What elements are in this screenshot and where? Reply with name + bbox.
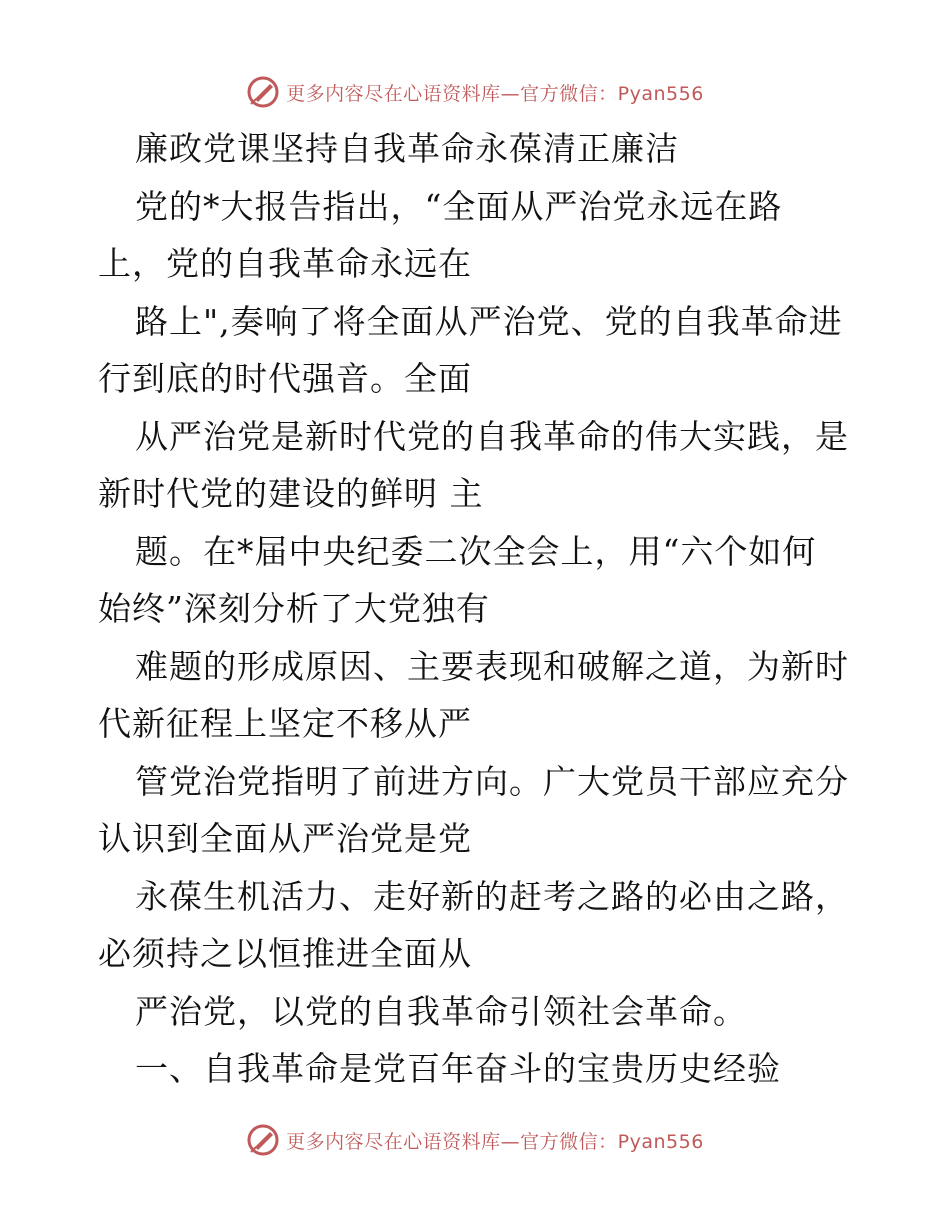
text-line: 行到底的时代强音。全面 — [98, 359, 472, 398]
text-line: 代新征程上坚定不移从严 — [98, 704, 472, 743]
text-line: 始终”深刻分析了大党独有 — [98, 589, 490, 628]
text-line: 严治党，以党的自我革命引领社会革命。 — [135, 991, 747, 1031]
text-line: 路上",奏响了将全面从严治党、党的自我革命进 — [135, 301, 843, 341]
text-line: 题。在*届中央纪委二次全会上，用“六个如何 — [135, 531, 817, 571]
text-line: 新时代党的建设的鲜明 主 — [98, 474, 484, 513]
text-line: 必须持之以恒推进全面从 — [98, 934, 472, 973]
watermark-footer — [0, 1120, 950, 1160]
text-line: 上，党的自我革命永远在 — [98, 244, 472, 283]
document-body — [98, 120, 858, 1098]
text-line: 从严治党是新时代党的自我革命的伟大实践，是 — [135, 416, 849, 456]
text-line: 认识到全面从严治党是党 — [98, 819, 472, 858]
document-title: 廉政党课坚持自我革命永葆清正廉洁 — [135, 129, 679, 168]
watermark-text: 更多内容尽在心语资料库—官方微信：Pyan556 — [286, 82, 704, 105]
watermark-logo-icon — [246, 75, 280, 109]
watermark-header — [0, 72, 950, 112]
text-line: 永葆生机活力、走好新的赶考之路的必由之路， — [135, 876, 849, 916]
text-line: 难题的形成原因、主要表现和破解之道，为新时 — [135, 646, 849, 686]
watermark-logo-icon — [246, 1123, 280, 1157]
text-line: 管党治党指明了前进方向。广大党员干部应充分 — [135, 761, 849, 801]
watermark-text: 更多内容尽在心语资料库—官方微信：Pyan556 — [286, 1130, 704, 1153]
text-line: 一、自我革命是党百年奋斗的宝贵历史经验 — [135, 1049, 781, 1088]
text-line: 党的*大报告指出，“全面从严治党永远在路 — [135, 186, 783, 226]
